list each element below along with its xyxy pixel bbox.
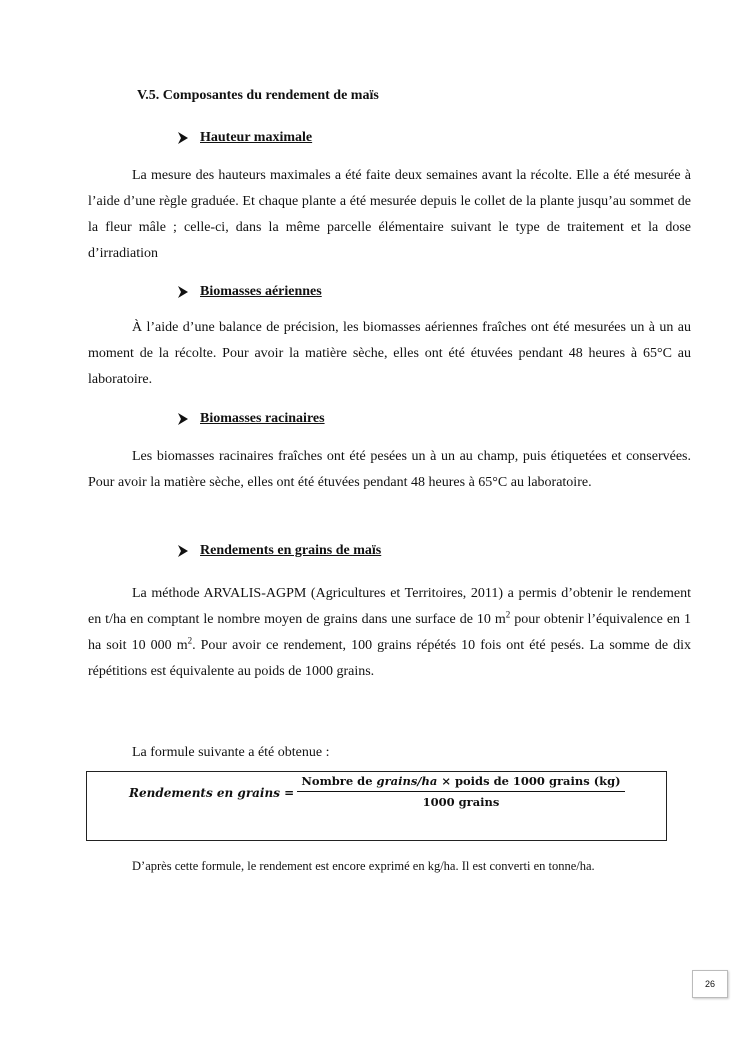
- arrow-bullet-icon: [178, 286, 188, 298]
- paragraph-biomasses-racinaires: Les biomasses racinaires fraîches ont été pesées un à un au champ, puis étiquetées et conservées. Pour avoir la matière sèche, elles ont été étuvées pendant 48 heures à 65°C au laboratoire.: [88, 449, 691, 490]
- numerator-part: Nombre de: [301, 774, 377, 788]
- formula-fraction: [297, 774, 625, 809]
- formula-numerator: [297, 774, 625, 791]
- text-run: . Pour avoir ce rendement, 100 grains répétés 10 fois ont été pesés. La somme de dix répétitions est équivalente au poids de 1000 grains.: [88, 638, 691, 679]
- subheading-text: Hauteur maximale: [200, 130, 313, 145]
- numerator-part: grains/ha: [376, 774, 438, 788]
- subheading-text: Rendements en grains de maïs: [200, 543, 382, 558]
- arrow-bullet-icon: [178, 545, 188, 557]
- numerator-part: × poids de 1000 grains (kg): [437, 774, 621, 788]
- subheading-rendements: [178, 543, 381, 559]
- formula-denominator: 1000 grains: [422, 795, 500, 809]
- arrow-bullet-icon: [178, 132, 188, 144]
- subheading-hauteur: [178, 130, 312, 146]
- text-run: La méthode ARVALIS-AGPM (Agricultures et Territoires, 2011) a permis d’obtenir le rendement en t/ha en comptant le nombre moyen de grains dans une surface de 10 m: [88, 586, 691, 627]
- formula-note: D’après cette formule, le rendement est encore exprimé en kg/ha. Il est converti en tonne/ha.: [132, 859, 595, 873]
- superscript: 2: [187, 635, 193, 646]
- text-run: pour obtenir l’équivalence en 1 ha soit 10 000 m: [88, 612, 691, 653]
- subheading-text: Biomasses aériennes: [200, 284, 322, 299]
- page-number: 26: [692, 970, 728, 998]
- paragraph-rendements: [88, 581, 691, 685]
- subheading-biomasses-racinaires: [178, 411, 325, 427]
- formula-box: [86, 771, 667, 841]
- formula-intro: La formule suivante a été obtenue :: [132, 745, 330, 760]
- superscript: 2: [505, 609, 511, 620]
- paragraph-hauteur: La mesure des hauteurs maximales a été faite deux semaines avant la récolte. Elle a été mesurée à l’aide d’une règle graduée. Et chaque plante a été mesurée depuis le collet de la plante jusqu’au sommet de la fleur mâle ; celle-ci, dans la même parcelle élémentaire suivant le type de traitement et la dose d’irradiation: [88, 168, 691, 261]
- formula-lhs: Rendements en grains =: [129, 786, 295, 800]
- subheading-biomasses-aeriennes: [178, 284, 322, 300]
- paragraph-biomasses-aeriennes: À l’aide d’une balance de précision, les biomasses aériennes fraîches ont été mesurées un à un au moment de la récolte. Pour avoir la matière sèche, elles ont été étuvées pendant 48 heures à 65°C au laboratoire.: [88, 320, 691, 387]
- arrow-bullet-icon: [178, 413, 188, 425]
- section-title: V.5. Composantes du rendement de maïs: [137, 88, 379, 103]
- subheading-text: Biomasses racinaires: [200, 411, 325, 426]
